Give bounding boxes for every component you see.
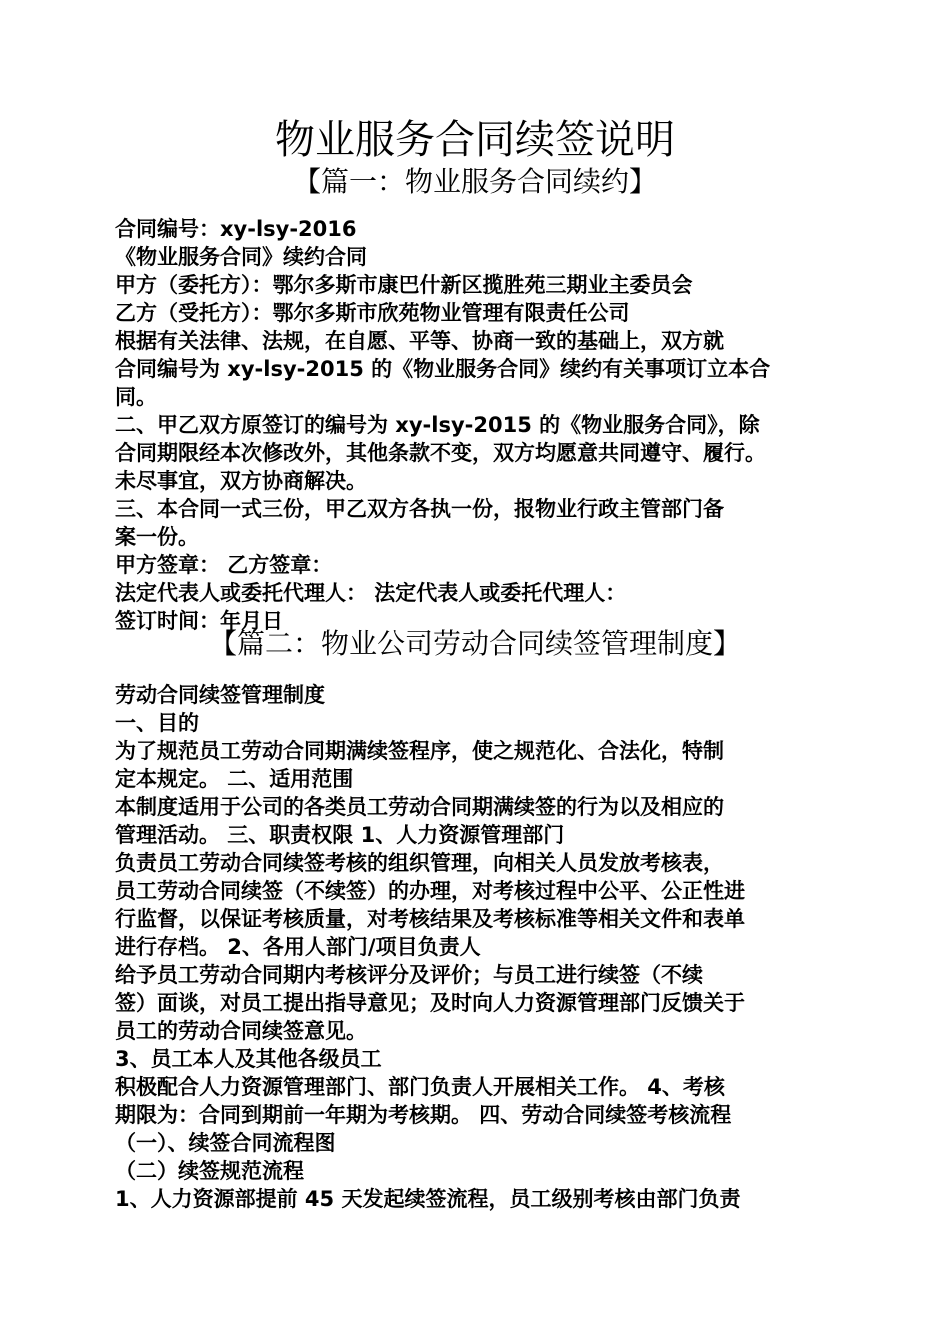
text-line: 管理活动。 三、职责权限 1、人力资源管理部门	[115, 823, 565, 847]
section-heading-2: 【篇二：物业公司劳动合同续签管理制度】	[208, 627, 741, 660]
text-line: 甲方签章： 乙方签章：	[115, 553, 333, 577]
text-line: 三、本合同一式三份，甲乙双方各执一份，报物业行政主管部门备	[115, 497, 724, 521]
text-line: 给予员工劳动合同期内考核评分及评价；与员工进行续签（不续	[115, 963, 703, 987]
text-line: 合同期限经本次修改外，其他条款不变，双方均愿意共同遵守、履行。	[115, 441, 766, 465]
text-line: 二、甲乙双方原签订的编号为 xy-lsy-2015 的《物业服务合同》，除	[115, 413, 760, 437]
text-line: 为了规范员工劳动合同期满续签程序，使之规范化、合法化，特制	[115, 739, 724, 763]
section-body-2	[115, 681, 855, 1213]
text-line: 定本规定。 二、适用范围	[115, 767, 354, 791]
text-line: 乙方（受托方）：鄂尔多斯市欣苑物业管理有限责任公司	[115, 301, 630, 325]
text-line: 同。	[115, 385, 157, 409]
text-line: 本制度适用于公司的各类员工劳动合同期满续签的行为以及相应的	[115, 795, 724, 819]
text-line: 员工的劳动合同续签意见。	[115, 1019, 367, 1043]
text-line: 根据有关法律、法规，在自愿、平等、协商一致的基础上，双方就	[115, 329, 724, 353]
text-line: 《物业服务合同》续约合同	[115, 245, 367, 269]
text-line: 1、人力资源部提前 45 天发起续签流程，员工级别考核由部门负责	[115, 1187, 741, 1211]
text-line: 进行存档。 2、各用人部门/项目负责人	[115, 935, 481, 959]
text-line: （一）、续签合同流程图	[115, 1131, 336, 1155]
text-line: 期限为：合同到期前一年期为考核期。 四、劳动合同续签考核流程	[115, 1103, 732, 1127]
text-line: （二）续签规范流程	[115, 1159, 304, 1183]
text-line: 合同编号为 xy-lsy-2015 的《物业服务合同》续约有关事项订立本合	[115, 357, 771, 381]
text-line: 合同编号：xy-lsy-2016	[115, 217, 357, 241]
text-line: 积极配合人力资源管理部门、部门负责人开展相关工作。 4、考核	[115, 1075, 725, 1099]
section-heading-1: 【篇一：物业服务合同续约】	[292, 165, 657, 198]
text-line: 案一份。	[115, 525, 199, 549]
text-line: 未尽事宜，双方协商解决。	[115, 469, 367, 493]
text-line: 行监督，以保证考核质量，对考核结果及考核标准等相关文件和表单	[115, 907, 745, 931]
text-line: 法定代表人或委托代理人： 法定代表人或委托代理人：	[115, 581, 627, 605]
text-line: 一、目的	[115, 711, 199, 735]
section-body-1	[115, 215, 855, 635]
text-line: 签）面谈，对员工提出指导意见；及时向人力资源管理部门反馈关于	[115, 991, 745, 1015]
text-line: 签订时间：年月日	[115, 609, 283, 633]
text-line: 3、员工本人及其他各级员工	[115, 1047, 382, 1071]
text-line: 甲方（委托方）：鄂尔多斯市康巴什新区揽胜苑三期业主委员会	[115, 273, 693, 297]
document-title: 物业服务合同续签说明	[275, 117, 675, 163]
text-line: 负责员工劳动合同续签考核的组织管理，向相关人员发放考核表，	[115, 851, 724, 875]
text-line: 员工劳动合同续签（不续签）的办理，对考核过程中公平、公正性进	[115, 879, 745, 903]
text-line: 劳动合同续签管理制度	[115, 683, 325, 707]
